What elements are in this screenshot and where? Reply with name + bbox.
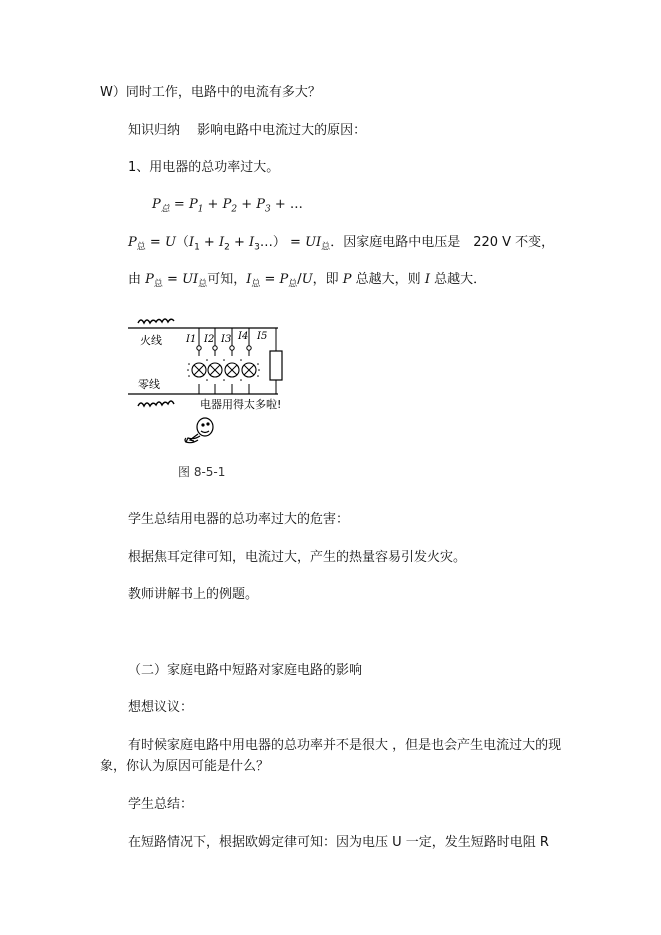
- speech-text: 电器用得太多啦!: [200, 398, 282, 411]
- line-teacher-example: 教师讲解书上的例题。: [128, 587, 259, 602]
- neutral-wire-squiggle: [138, 401, 174, 406]
- formula-total-power-current: $P_总 = U(I_1 + I_2$ + $I_3\dots) = UI_总$．因家庭电路中电压是 220 V 不变，: [128, 235, 555, 253]
- line-cause-1: 1、用电器的总功率过大。: [128, 160, 280, 175]
- line-think-discuss: 想想议议：: [128, 700, 194, 715]
- line-student-summary: 学生总结：: [128, 797, 194, 812]
- formula-total-power-sum: $P_总 = P_1 + P_2 + P_3$ + …: [152, 197, 303, 215]
- line-question-part1: 有时候家庭电路中用电器的总功率并不是很大 ，但是也会产生电流过大的现: [128, 738, 562, 753]
- line-w-current-question: W）同时工作，电路中的电流有多大？: [100, 85, 321, 100]
- current-label-i5: I5: [257, 331, 268, 342]
- cartoon-character-icon: [185, 418, 213, 443]
- figure-caption: 图 8-5-1: [178, 465, 226, 479]
- circuit-figure: [128, 306, 298, 484]
- formula-total-current-conclusion: 由 $P_总 = UI_总$可知，$I_总 = P_总/U$，即 P 总越大，则 I 总越大．: [128, 272, 487, 290]
- live-wire-squiggle: [138, 319, 174, 323]
- section-heading-short-circuit: （二）家庭电路中短路对家庭电路的影响: [128, 663, 363, 678]
- current-label-i3: I3: [221, 334, 232, 345]
- live-wire-label: 火线: [140, 334, 162, 347]
- line-knowledge-summary: 知识归纳 影响电路中电流过大的原因：: [128, 123, 367, 138]
- neutral-wire-label: 零线: [138, 378, 160, 391]
- current-label-i4: I4: [238, 331, 249, 342]
- current-label-i2: I2: [204, 334, 215, 345]
- line-joule-law: 根据焦耳定律可知，电流过大，产生的热量容易引发火灾。: [128, 550, 467, 565]
- circuit-diagram: [128, 306, 298, 484]
- line-student-summary-hazard: 学生总结用电器的总功率过大的危害：: [128, 512, 350, 527]
- line-question-part2: 象，你认为原因可能是什么？: [100, 759, 270, 774]
- current-label-i1: I1: [186, 334, 197, 345]
- line-short-circuit-ohm: 在短路情况下，根据欧姆定律可知：因为电压 U 一定，发生短路时电阻 R: [128, 835, 549, 850]
